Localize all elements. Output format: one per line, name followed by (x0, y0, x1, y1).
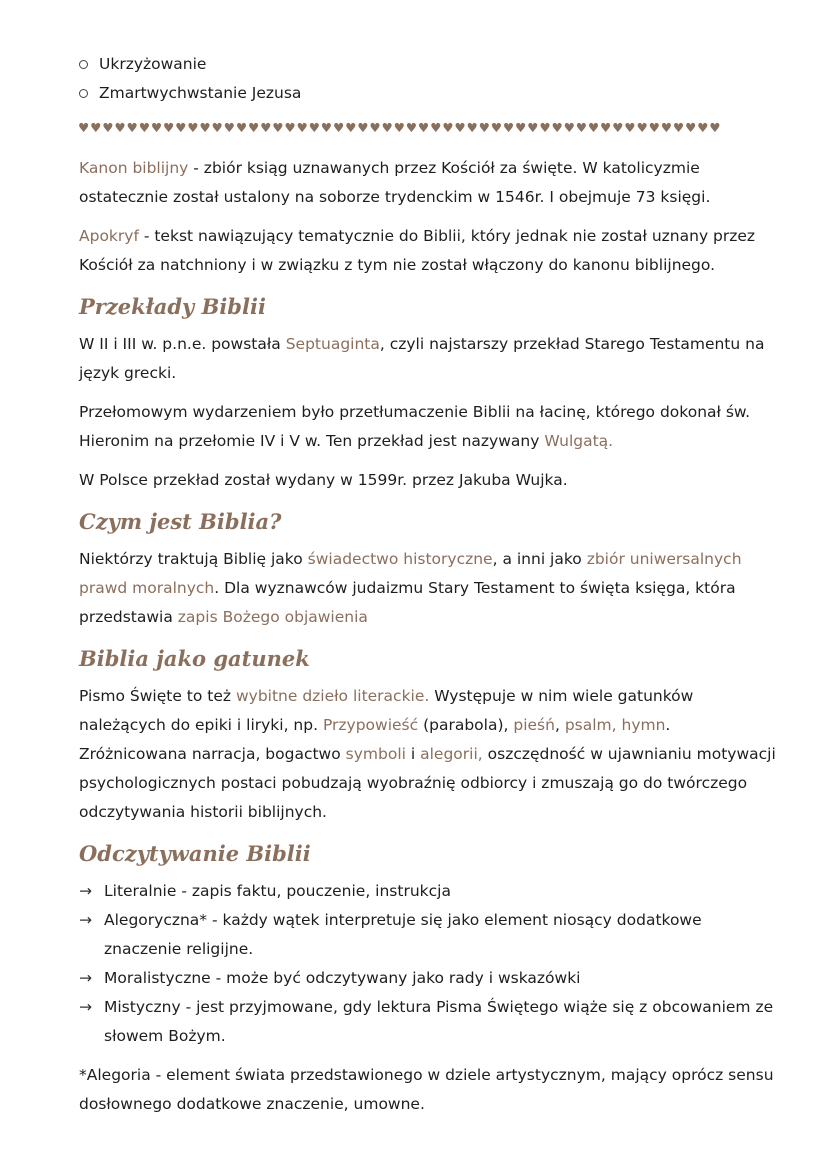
paragraph: W II i III w. p.n.e. powstała Septuaginta, czyli najstarszy przekład Starego Testamentu na język grecki. (79, 335, 765, 382)
list-item: → Moralistyczne - może być odczytywany jako rady i wskazówki (79, 964, 778, 993)
section-heading-przeklady: Przekłady Biblii (79, 294, 266, 319)
paragraph: Przełomowym wydarzeniem było przetłumaczenie Biblii na łacinę, którego dokonał św. Hieronim na przełomie IV i V w. Ten przekład jest nazywany Wulgatą. (79, 403, 751, 450)
footnote: *Alegoria - element świata przedstawionego w dziele artystycznym, mający oprócz sensu dosłownego dodatkowe znaczenie, umowne. (79, 1066, 774, 1113)
section-heading-czym: Czym jest Biblia? (79, 509, 282, 534)
paragraph: Niektórzy traktują Biblię jako świadectwo historyczne, a inni jako zbiór uniwersalnych prawd moralnych. Dla wyznawców judaizmu Stary Testament to święta księga, która przedstawia zapis Bożego objawienia (79, 550, 742, 626)
bullet-item: Ukrzyżowanie (79, 50, 778, 79)
list-item: → Alegoryczna* - każdy wątek interpretuje się jako element niosący dodatkowe znaczenie religijne. (79, 906, 778, 964)
list-item: → Literalnie - zapis faktu, pouczenie, instrukcja (79, 877, 778, 906)
section-heading-gatunek: Biblia jako gatunek (79, 646, 310, 671)
heart-divider: ♥♥♥♥♥♥♥♥♥♥♥♥♥♥♥♥♥♥♥♥♥♥♥♥♥♥♥♥♥♥♥♥♥♥♥♥♥♥♥♥♥♥♥♥♥♥♥♥♥♥♥♥♥ (78, 120, 722, 135)
circle-bullet-icon (79, 89, 88, 98)
arrow-right-icon: → (79, 969, 92, 987)
arrow-right-icon: → (79, 882, 92, 900)
bullet-item: Zmartwychwstanie Jezusa (79, 79, 778, 108)
apokryf-definition: Apokryf - tekst nawiązujący tematycznie do Biblii, który jednak nie został uznany przez Kościół za natchniony i w związku z tym nie został włączony do kanonu biblijnego. (79, 227, 756, 274)
reading-list (79, 877, 778, 1051)
section-heading-odczytywanie: Odczytywanie Biblii (79, 841, 311, 866)
apokryf-term: Apokryf (79, 227, 139, 245)
paragraph: Pismo Święte to też wybitne dzieło literackie. Występuje w nim wiele gatunków należących do epiki i liryki, np. Przypowieść (parabola), pieśń, psalm, hymn. Zróżnicowana narracja, bogactwo symboli i alegorii, oszczędność w ujawnianiu motywacji psychologicznych postaci pobudzają wyobraźnię odbiorcy i zmuszają go do twórczego odczytywania historii biblijnych. (79, 687, 776, 821)
paragraph: W Polsce przekład został wydany w 1599r. przez Jakuba Wujka. (79, 471, 568, 489)
circle-bullet-icon (79, 60, 88, 69)
arrow-right-icon: → (79, 911, 92, 929)
list-item: → Mistyczny - jest przyjmowane, gdy lektura Pisma Świętego wiąże się z obcowaniem ze słowem Bożym. (79, 993, 778, 1051)
kanon-term: Kanon biblijny (79, 159, 189, 177)
arrow-right-icon: → (79, 998, 92, 1016)
kanon-definition: Kanon biblijny - zbiór ksiąg uznawanych przez Kościół za święte. W katolicyzmie ostatecznie został ustalony na soborze trydenckim w 1546r. I obejmuje 73 księgi. (79, 159, 711, 206)
